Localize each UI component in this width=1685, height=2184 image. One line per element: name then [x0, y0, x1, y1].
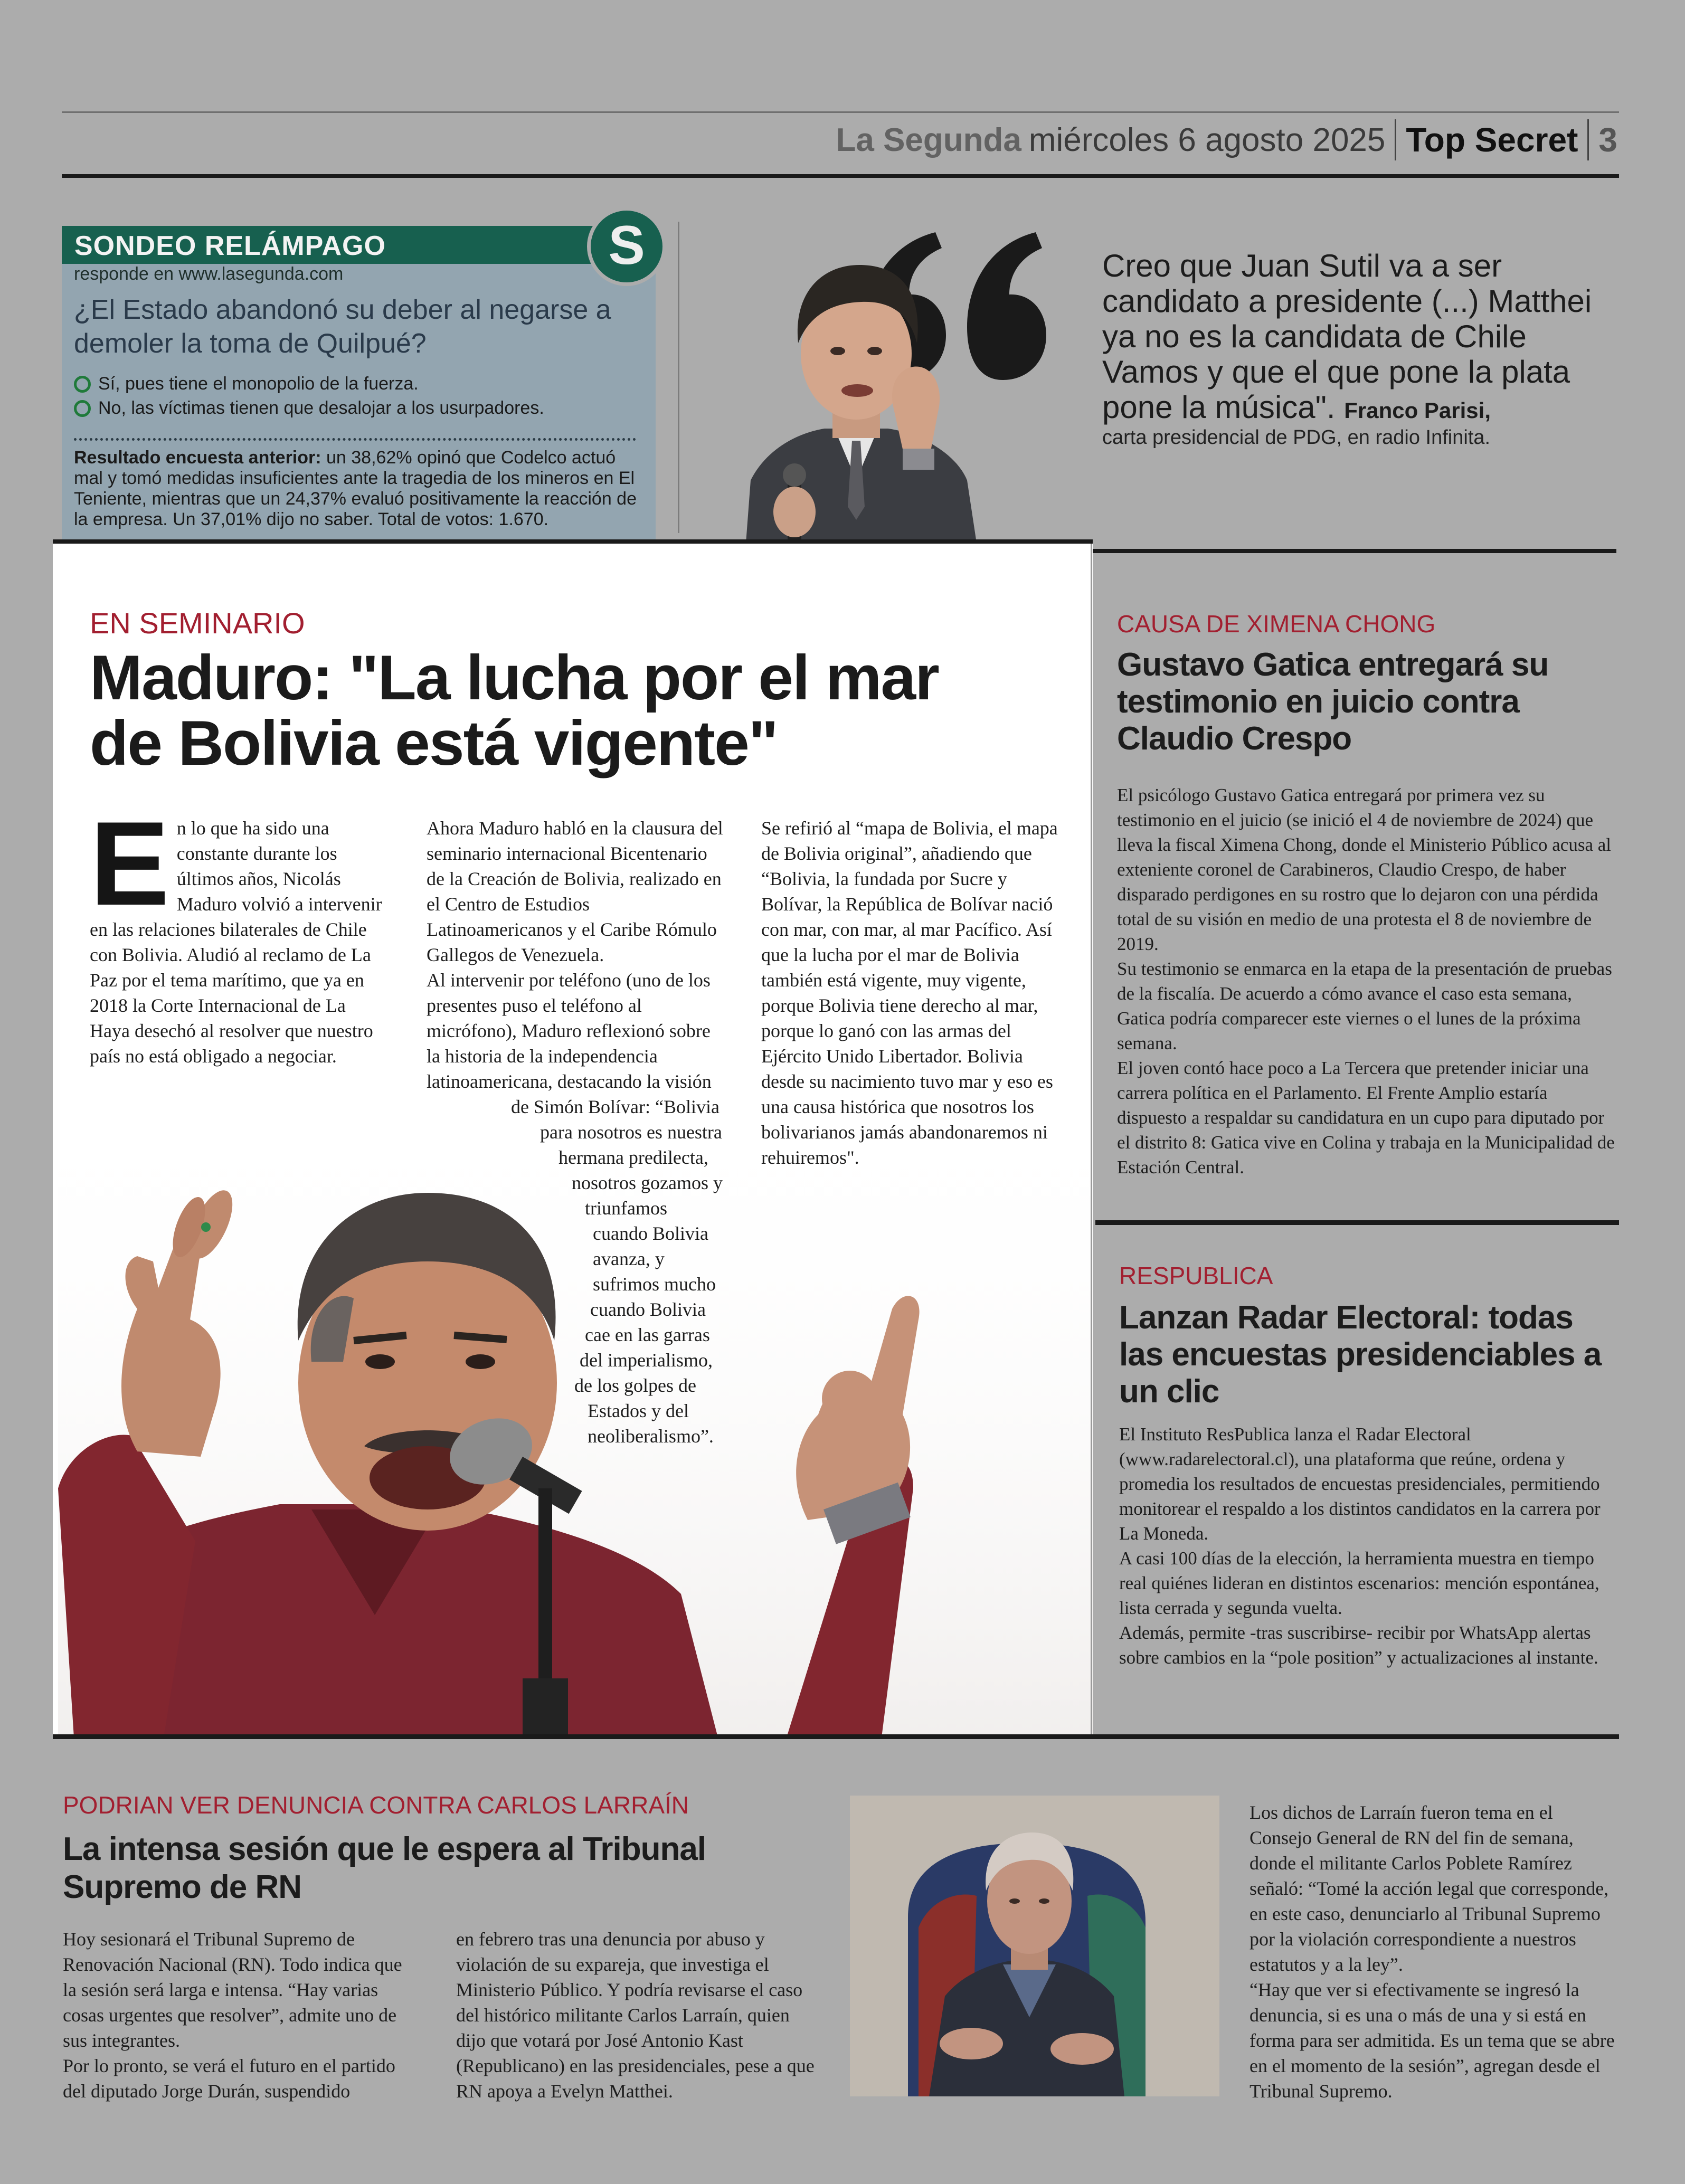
- poll-option-no[interactable]: [74, 398, 544, 419]
- page-header: [836, 116, 1617, 164]
- poll-previous-label: Resultado encuesta anterior:: [74, 448, 321, 468]
- radio-icon[interactable]: [74, 376, 91, 393]
- franco-parisi-photo: [735, 232, 1115, 550]
- bottom-paragraph: Por lo pronto, se verá el futuro en el partido del diputado Jorge Durán, suspendido: [63, 2055, 395, 2102]
- side-article-gatica: [1117, 610, 1618, 1180]
- drop-cap: E: [90, 796, 169, 930]
- bottom-headline[interactable]: La intensa sesión que le espera al Tribunal Supremo de RN: [63, 1831, 706, 1905]
- poll-previous-result: [74, 448, 644, 530]
- article-paragraph: Ahora Maduro habló en la clausura del seminario internacional Bicentenario de la Creación de Bolivia, realizado en el Centro de Estudios Latinoamericanos y el Caribe Rómulo Gallegos de Venezuela.: [427, 818, 723, 965]
- poll-previous-text: un 38,62% opinó que Codelco actuó mal y tomó medidas insuficientes ante la tragedia de los mineros en El Teniente, mientras que un 24,37% evaluó positivamente la reacción de la empresa. Un 37,01% dijo no saber. Total de votos: 1.670.: [74, 448, 637, 529]
- header-rule: [62, 174, 1619, 178]
- radio-icon[interactable]: [74, 400, 91, 417]
- side-article-radar: [1119, 1261, 1621, 1670]
- article-paragraph: n lo que ha sido una constante durante los últimos años, Nicolás Maduro volvió a intervenir en las relaciones bilaterales de Chile con Bolivia. Aludió al reclamo de La Paz por el tema marítimo, que ya en 2018 la Corte Internacional de La Haya desechó al resolver que nuestro país no está obligado a negociar.: [90, 818, 382, 1067]
- issue-date: miércoles 6 agosto 2025: [1028, 121, 1386, 158]
- article-column-3: [761, 815, 1067, 1170]
- side-paragraph: Su testimonio se enmarca en la etapa de la presentación de pruebas de la fiscalía. De acuerdo a cómo avance el caso esta semana, Gatica podría comparecer este viernes o el lunes de la próxima semana.: [1117, 958, 1612, 1053]
- newspaper-brand[interactable]: La Segunda: [836, 121, 1021, 158]
- side-headline[interactable]: Gustavo Gatica entregará su testimonio en juicio contra Claudio Crespo: [1117, 647, 1549, 757]
- side-rule: [1095, 1220, 1619, 1225]
- page-number: 3: [1598, 121, 1617, 159]
- poll-option-label: No, las víctimas tienen que desalojar a los usurpadores.: [98, 398, 544, 418]
- bottom-paragraph: Los dichos de Larraín fueron tema en el Consejo General de RN del fin de semana, donde el militante Carlos Poblete Ramírez señaló: “Tomé la acción legal que corresponde, en este caso, denunciarlo al Tribunal Supremo por la violación correspondiente a nuestros estatutos y a la ley”.: [1249, 1802, 1609, 1975]
- poll-title: SONDEO RELÁMPAGO: [62, 226, 608, 264]
- side-paragraph: El psicólogo Gustavo Gatica entregará por primera vez su testimonio en el juicio (se inició el 4 de noviembre de 2024) que lleva la fiscal Ximena Chong, donde el Ministerio Público acusa al exteniente coronel de Carabineros, Claudio Crespo, de haber disparado perdigones en su rostro que lo dejaron con una pérdida total de su visión en medio de una protesta el 8 de noviembre de 2019.: [1117, 785, 1612, 954]
- side-kicker: CAUSA DE XIMENA CHONG: [1117, 610, 1436, 638]
- vertical-divider: [678, 222, 679, 533]
- bottom-column-3: [1249, 1800, 1619, 2104]
- side-paragraph: El joven contó hace poco a La Tercera que pretender iniciar una carrera política en el Parlamento. El Frente Amplio estaría dispuesto a respaldar su candidatura en un cupo para diputado por el distrito 8: Gatica vive en Colina y trabaja en la Municipalidad de Estación Central.: [1117, 1058, 1615, 1178]
- header-separator: [1587, 119, 1589, 160]
- bottom-column-1: [63, 1926, 406, 2104]
- article-headline[interactable]: Maduro: "La lucha por el mar de Bolivia está vigente": [90, 642, 939, 778]
- side-paragraph: El Instituto ResPublica lanza el Radar Electoral (www.radarelectoral.cl), una plataforma que reúne, ordena y promedia los resultados de encuestas presidenciales, permitiendo monitorear el respaldo a los distintos candidatos en la carrera por La Moneda.: [1119, 1424, 1601, 1544]
- article-column-1: [90, 796, 383, 1069]
- side-paragraph: Además, permite -tras suscribirse- recibir por WhatsApp alertas sobre cambios en la “pole position” y actualizaciones al instante.: [1119, 1622, 1598, 1668]
- bottom-paragraph: Hoy sesionará el Tribunal Supremo de Renovación Nacional (RN). Todo indica que la sesión será larga e intensa. “Hay varias cosas urgentes que resolver”, admite uno de sus integrantes.: [63, 1929, 402, 2051]
- poll-divider: [74, 438, 636, 441]
- header-separator: [1395, 119, 1396, 160]
- side-paragraph: A casi 100 días de la elección, la herramienta muestra en tiempo real quiénes lideran en distintos escenarios: mención espontánea, lista cerrada y segunda vuelta.: [1119, 1548, 1599, 1618]
- quote-body: Creo que Juan Sutil va a ser candidato a presidente (...) Matthei ya no es la candidata de Chile Vamos y que el que pone la plata pone la música".: [1102, 248, 1592, 425]
- article-column-2: [427, 815, 725, 1449]
- article-paragraph: Al intervenir por teléfono (uno de los presentes puso el teléfono al micrófono), Maduro reflexionó sobre la historia de la independencia latinoamericana, destacando la visión de Simón Bolívar: “Bolivia para nosotros es nuestra hermana predilecta, nosotros gozamos y triunfamos cuando Bolivia avanza, y sufrimos mucho cuando Bolivia cae en las garras del imperialismo, de los golpes de Estados y del neoliberalismo”.: [427, 970, 723, 1447]
- column-divider: [1091, 544, 1092, 1737]
- quote-author-role: carta presidencial de PDG, en radio Infinita.: [1102, 426, 1491, 449]
- bottom-paragraph: “Hay que ver si efectivamente se ingresó la denuncia, si es una o más de una y si está en forma para ser admitida. Es un tema que se abre en el momento de la sesión”, agregan desde el Tribunal Supremo.: [1249, 1979, 1615, 2102]
- side-kicker: RESPUBLICA: [1119, 1262, 1273, 1289]
- main-article-top-rule: [53, 539, 1093, 544]
- bottom-column-2: [456, 1926, 820, 2104]
- poll-option-yes[interactable]: [74, 374, 419, 394]
- quote-author: Franco Parisi,: [1344, 398, 1491, 423]
- poll-option-label: Sí, pues tiene el monopolio de la fuerza.: [98, 374, 419, 394]
- carlos-larrain-photo: [850, 1796, 1219, 2096]
- section-name: Top Secret: [1406, 121, 1578, 159]
- article-paragraph: Se refirió al “mapa de Bolivia, el mapa de Bolivia original”, añadiendo que “Bolivia, la fundada por Sucre y Bolívar, la República de Bolívar nació con mar, con mar, al mar Pacífico. Así que la lucha por el mar de Bolivia también está vigente, muy vigente, porque Bolivia tiene derecho al mar, porque lo ganó con las armas del Ejército Unido Libertador. Bolivia desde su nacimiento tuvo mar y eso es una causa histórica que nosotros los bolivarianos jamás abandonaremos ni rehuiremos".: [761, 818, 1058, 1168]
- bottom-kicker: PODRIAN VER DENUNCIA CONTRA CARLOS LARRAÍN: [63, 1791, 689, 1819]
- poll-badge: S: [587, 207, 666, 286]
- bottom-section-rule: [53, 1734, 1619, 1739]
- poll-respond-link[interactable]: responde en www.lasegunda.com: [74, 264, 344, 284]
- side-headline[interactable]: Lanzan Radar Electoral: todas las encuestas presidenciables a un clic: [1119, 1299, 1602, 1410]
- bottom-paragraph: en febrero tras una denuncia por abuso y violación de su expareja, que investiga el Ministerio Público. Y podría revisarse el caso del histórico militante Carlos Larraín, quien dijo que votará por José Antonio Kast (Republicano) en las presidenciales, pese a que RN apoya a Evelyn Matthei.: [456, 1929, 815, 2102]
- quote-text: [1102, 248, 1630, 428]
- article-kicker: EN SEMINARIO: [90, 606, 305, 640]
- poll-question: ¿El Estado abandonó su deber al negarse a demoler la toma de Quilpué?: [74, 295, 611, 359]
- header-top-line: [62, 111, 1619, 113]
